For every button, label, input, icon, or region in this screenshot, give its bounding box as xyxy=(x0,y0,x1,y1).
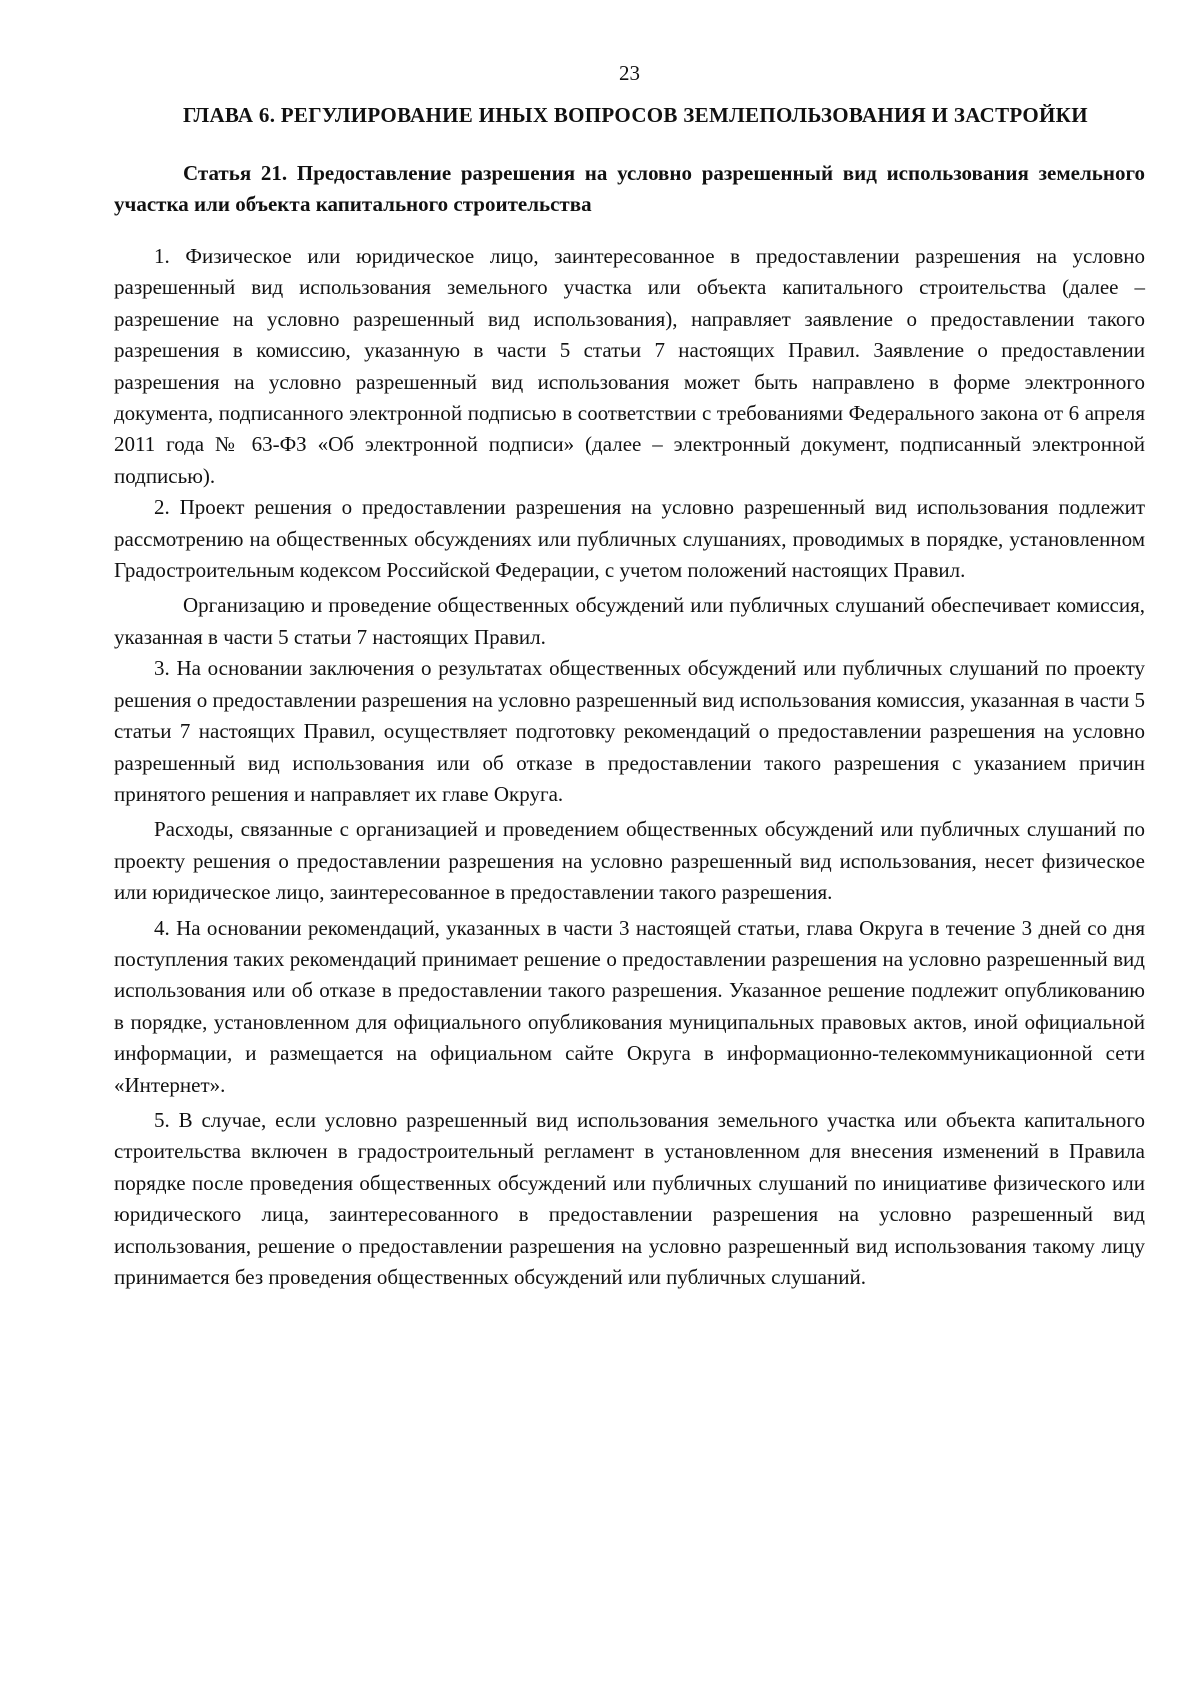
article-title: Статья 21. Предоставление разрешения на условно разрешенный вид использования земельного участка или объекта капитального строительства xyxy=(114,161,1145,216)
page-number: 23 xyxy=(619,61,640,85)
paragraph-2-organization: Организацию и проведение общественных обсуждений или публичных слушаний обеспечивает комиссия, указанная в части 5 статьи 7 настоящих Правил. xyxy=(114,593,1145,649)
paragraph-3-expenses: Расходы, связанные с организацией и проведением общественных обсуждений или публичных слушаний по проекту решения о предоставлении разрешения на условно разрешенный вид использования, несет физическое или юридическое лицо, заинтересованное в предоставлении такого разрешения. xyxy=(114,817,1145,905)
paragraph-3: 3. На основании заключения о результатах общественных обсуждений или публичных слушаний по проекту решения о предоставлении разрешения на условно разрешенный вид использования комиссия, указанная в части 5 статьи 7 настоящих Правил, осуществляет подготовку рекомендаций о предоставлении разрешения на условно разрешенный вид использования или об отказе в предоставлении такого разрешения с указанием причин принятого решения и направляет их главе Округа. xyxy=(114,656,1145,806)
paragraph-4: 4. На основании рекомендаций, указанных в части 3 настоящей статьи, глава Округа в течение 3 дней со дня поступления таких рекомендаций принимает решение о предоставлении разрешения на условно разрешенный вид использования или об отказе в предоставлении такого разрешения. Указанное решение подлежит опубликованию в порядке, установленном для официального опубликования муниципальных правовых актов, иной официальной информации, и размещается на официальном сайте Округа в информационно-телекоммуникационной сети «Интернет». xyxy=(114,915,1145,1097)
paragraph-1: 1. Физическое или юридическое лицо, заинтересованное в предоставлении разрешения на условно разрешенный вид использования земельного участка или объекта капитального строительства (далее – разрешение на условно разрешенный вид использования), направляет заявление о предоставлении такого разрешения в комиссию, указанную в части 5 статьи 7 настоящих Правил. Заявление о предоставлении разрешения на условно разрешенный вид использования может быть направлено в форме электронного документа, подписанного электронной подписью в соответствии с требованиями Федерального закона от 6 апреля 2011 года № 63-ФЗ «Об электронной подписи» (далее – электронный документ, подписанный электронной подписью). xyxy=(114,244,1145,488)
chapter-title: ГЛАВА 6. РЕГУЛИРОВАНИЕ ИНЫХ ВОПРОСОВ ЗЕМЛЕПОЛЬЗОВАНИЯ И ЗАСТРОЙКИ xyxy=(183,103,1088,127)
paragraph-5: 5. В случае, если условно разрешенный вид использования земельного участка или объекта капитального строительства включен в градостроительный регламент в установленном для внесения изменений в Правила порядке после проведения общественных обсуждений или публичных слушаний по инициативе физического или юридического лица, заинтересованного в предоставлении разрешения на условно разрешенный вид использования, решение о предоставлении разрешения на условно разрешенный вид использования такому лицу принимается без проведения общественных обсуждений или публичных слушаний. xyxy=(114,1107,1145,1289)
paragraph-2: 2. Проект решения о предоставлении разрешения на условно разрешенный вид использования подлежит рассмотрению на общественных обсуждениях или публичных слушаниях, проводимых в порядке, установленном Градостроительным кодексом Российской Федерации, с учетом положений настоящих Правил. xyxy=(114,495,1145,583)
